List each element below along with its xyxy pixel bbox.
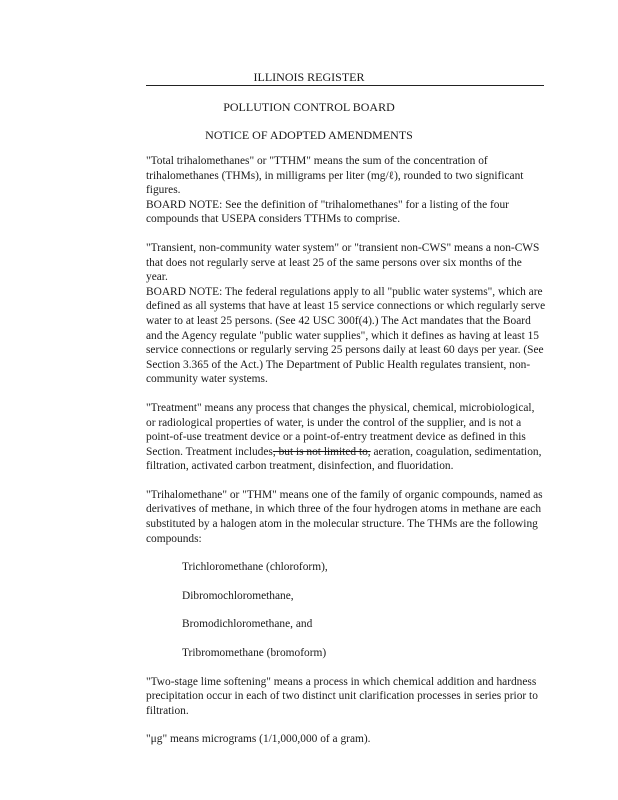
tthm-board-note: BOARD NOTE: See the definition of "trihalomethanes" for a listing of the four compounds that USEPA considers TTHMs to comprise. — [146, 198, 509, 226]
treatment-text-b: aeration, coagulation, sedimentation, filtration, activated carbon treatment, disinfection, and fluoridation. — [146, 445, 542, 473]
thm-list-item: Tribromomethane (bromoform) — [182, 647, 327, 660]
treatment-text-a: "Treatment" means any process that changes the physical, chemical, microbiological, or radiological properties of water, is under the control of the supplier, and is not a point-of-use treatment device or a point-of-entry treatment device as defined in this Section. Treatment includes — [146, 401, 535, 458]
treatment-struck-text: , but is not limited to, — [272, 445, 371, 458]
thm-list-item: Bromodichloromethane, and — [182, 618, 313, 631]
tncws-definition: "Transient, non-community water system" or "transient non-CWS" means a non-CWS that does not regularly serve at least 25 of the same persons over six months of the year. — [146, 241, 540, 284]
treatment-definition — [146, 401, 546, 474]
microgram-definition: "μg" means micrograms (1/1,000,000 of a gram). — [146, 733, 371, 746]
board-name: POLLUTION CONTROL BOARD — [223, 100, 395, 114]
register-title: ILLINOIS REGISTER — [253, 70, 365, 84]
lime-softening-definition: "Two-stage lime softening" means a process in which chemical addition and hardness precipitation occur in each of two distinct unit clarification processes in series prior to filtration. — [146, 675, 538, 717]
document-body — [146, 154, 546, 761]
tncws-board-note: BOARD NOTE: The federal regulations apply to all "public water systems", which are defined as all systems that have at least 15 service connections or which regularly serve water to at least 25 persons. (See 42 USC 300f(4).) The Act mandates that the Board and the Agency regulate "public water supplies", which it defines as having at least 15 service connections or regularly serving 25 persons daily at least 60 days per year. (See Section 3.365 of the Act.) The Department of Public Health regulates transient, non-community water systems. — [146, 285, 546, 386]
header-rule — [146, 85, 544, 86]
notice-title: NOTICE OF ADOPTED AMENDMENTS — [205, 128, 413, 142]
tthm-definition: "Total trihalomethanes" or "TTHM" means the sum of the concentration of trihalomethanes (THMs), in milligrams per liter (mg/ℓ), rounded to two significant figures. — [146, 155, 524, 197]
thm-list-item: Dibromochloromethane, — [182, 589, 294, 602]
thm-list-item: Trichloromethane (chloroform), — [182, 561, 328, 574]
thm-definition: "Trihalomethane" or "THM" means one of the family of organic compounds, named as derivatives of methane, in which three of the four hydrogen atoms in methane are each substituted by a halogen atom in the molecular structure. The THMs are the following compounds: — [146, 488, 543, 545]
